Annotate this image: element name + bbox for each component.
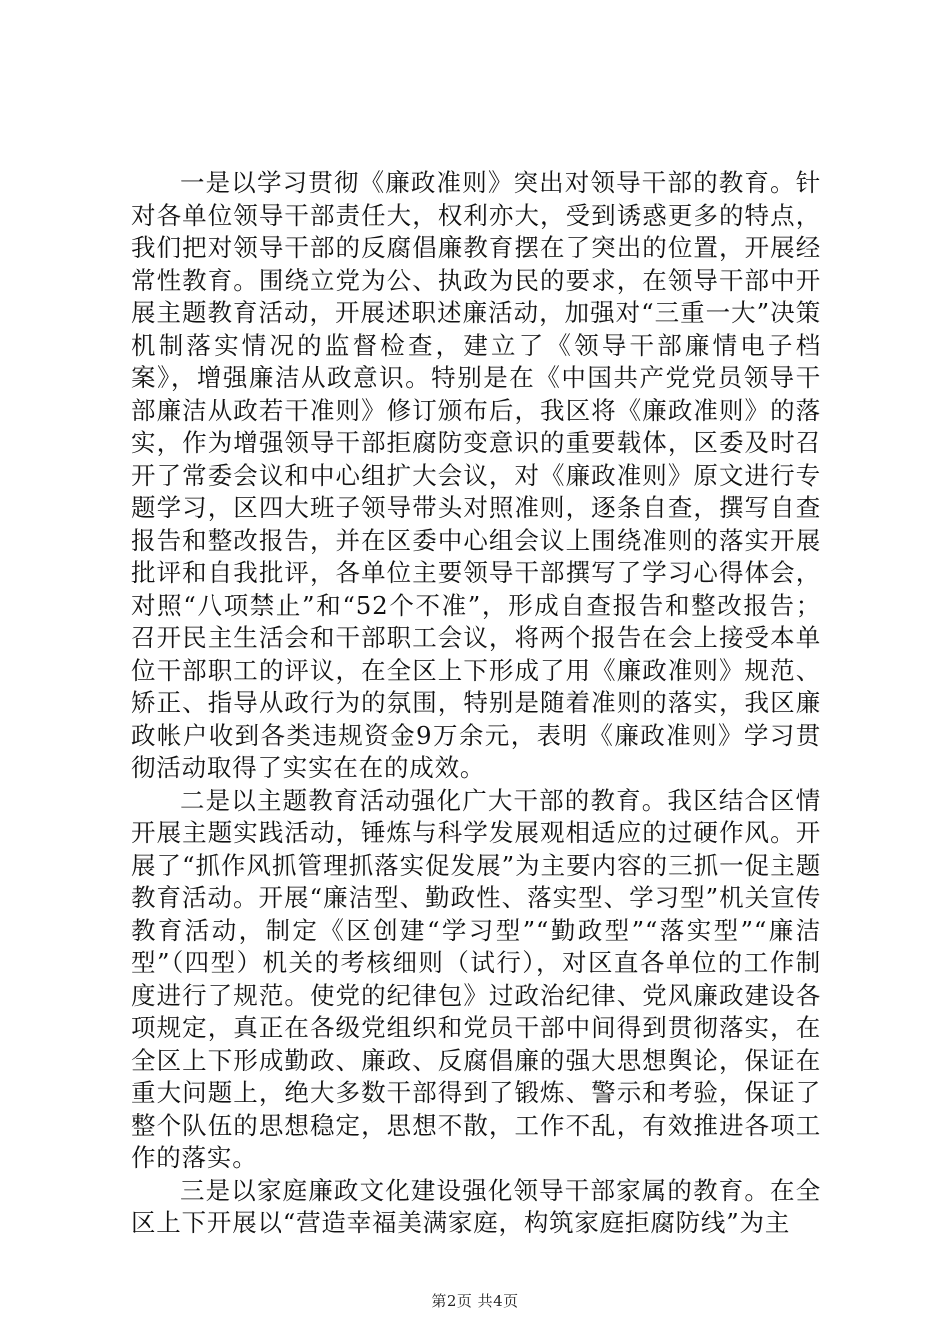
page-number-label: 第2页 共4页	[431, 1292, 519, 1310]
paragraph-2: 二是以主题教育活动强化广大干部的教育。我区结合区情开展主题实践活动，锤炼与科学发展观相适应的过硬作风。开展了“抓作风抓管理抓落实促发展”为主要内容的三抓一促主题教育活动。开展“廉洁型、勤政性、落实型、学习型”机关宣传教育活动，制定《区创建“学习型”“勤政型”“落实型”“廉洁型”（四型）机关的考核细则（试行），对区直各单位的工作制度进行了规范。使党的纪律包》过政治纪律、党风廉政建设各项规定，真正在各级党组织和党员干部中间得到贯彻落实，在全区上下形成勤政、廉政、反腐倡廉的强大思想舆论，保证在重大问题上，绝大多数干部得到了锻炼、警示和考验，保证了整个队伍的思想稳定，思想不散，工作不乱，有效推进各项工作的落实。	[131, 785, 821, 1172]
paragraph-3: 三是以家庭廉政文化建设强化领导干部家属的教育。在全区上下开展以“营造幸福美满家庭，构筑家庭拒腐防线”为主	[131, 1175, 821, 1237]
paragraph-1: 一是以学习贯彻《廉政准则》突出对领导干部的教育。针对各单位领导干部责任大，权利亦大，受到诱惑更多的特点，我们把对领导干部的反腐倡廉教育摆在了突出的位置，开展经常性教育。围绕立党为公、执政为民的要求，在领导干部中开展主题教育活动，开展述职述廉活动，加强对“三重一大”决策机制落实情况的监督检查，建立了《领导干部廉情电子档案》，增强廉洁从政意识。特别是在《中国共产党党员领导干部廉洁从政若干准则》修订颁布后，我区将《廉政准则》的落实，作为增强领导干部拒腐防变意识的重要载体，区委及时召开了常委会议和中心组扩大会议，对《廉政准则》原文进行专题学习，区四大班子领导带头对照准则，逐条自查，撰写自查报告和整改报告，并在区委中心组会议上围绕准则的落实开展批评和自我批评，各单位主要领导干部撰写了学习心得体会，对照“八项禁止”和“52个不准”，形成自查报告和整改报告；召开民主生活会和干部职工会议，将两个报告在会上接受本单位干部职工的评议，在全区上下形成了用《廉政准则》规范、矫正、指导从政行为的氛围，特别是随着准则的落实，我区廉政帐户收到各类违规资金9万余元，表明《廉政准则》学习贯彻活动取得了实实在在的成效。	[131, 168, 821, 782]
page-footer	[0, 1290, 950, 1311]
document-body	[131, 167, 821, 1240]
